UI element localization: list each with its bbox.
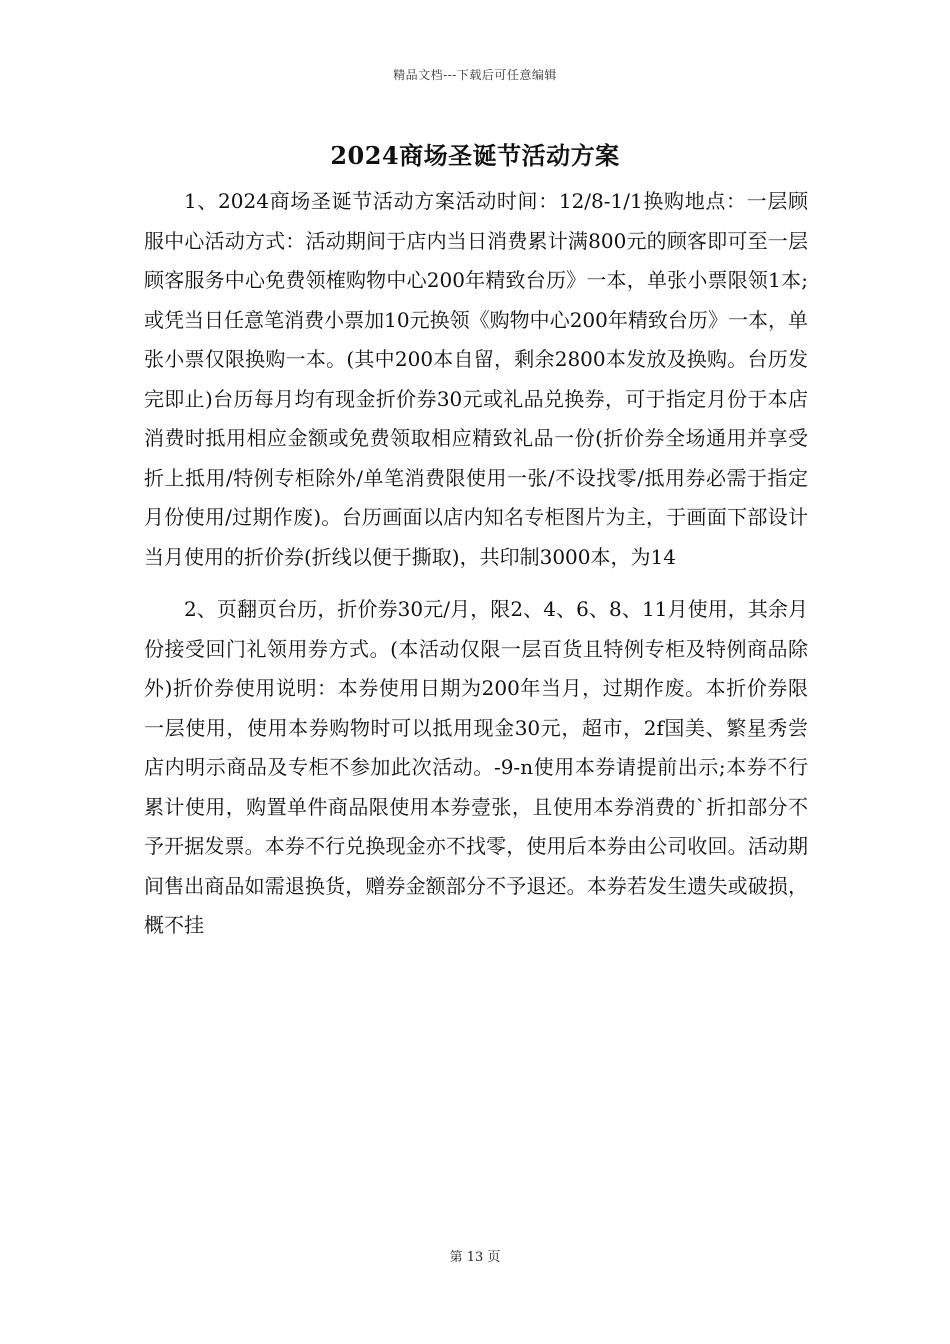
page-number: 第 13 页	[449, 1250, 501, 1265]
header-note: 精品文档---下载后可任意编辑	[393, 68, 557, 82]
page-title: 2024商场圣诞节活动方案	[330, 141, 620, 170]
paragraph-1: 1、2024商场圣诞节活动方案活动时间：12/8-1/1换购地点：一层顾服中心活动方式：活动期间于店内当日消费累计满800元的顾客即可至一层顾客服务中心免费领榷购物中心200年精致台历》一本，单张小票限领1本;或凭当日任意笔消费小票加10元换领《购物中心200年精致台历》一本，单张小票仅限换购一本。(其中200本自留，剩余2800本发放及换购。台历发完即止)台历每月均有现金折价券30元或礼品兑换券，可于指定月份于本店消费时抵用相应金额或免费领取相应精致礼品一份(折价券全场通用并享受折上抵用/特例专柜除外/单笔消费限使用一张/不设找零/抵用券必需于指定月份使用/过期作废)。台历画面以店内知名专柜图片为主，于画面下部设计当月使用的折价券(折线以便于撕取)，共印制3000本，为14	[144, 189, 808, 569]
paragraph-2: 2、页翻页台历，折价券30元/月，限2、4、6、8、11月使用，其余月份接受回门礼领用券方式。(本活动仅限一层百货且特例专柜及特例商品除外)折价券使用说明：本券使用日期为200年当月，过期作废。本折价券限一层使用，使用本券购物时可以抵用现金30元，超市，2f国美、繁星秀尝店内明示商品及专柜不参加此次活动。-9-n使用本券请提前出示;本券不行累计使用，购置单件商品限使用本券壹张，且使用本券消费的`折扣部分不予开据发票。本券不行兑换现金亦不找零，使用后本券由公司收回。活动期间售出商品如需退换货，赠券金额部分不予退还。本券若发生遗失或破损，概不挂	[144, 597, 808, 937]
document-body	[144, 182, 808, 946]
